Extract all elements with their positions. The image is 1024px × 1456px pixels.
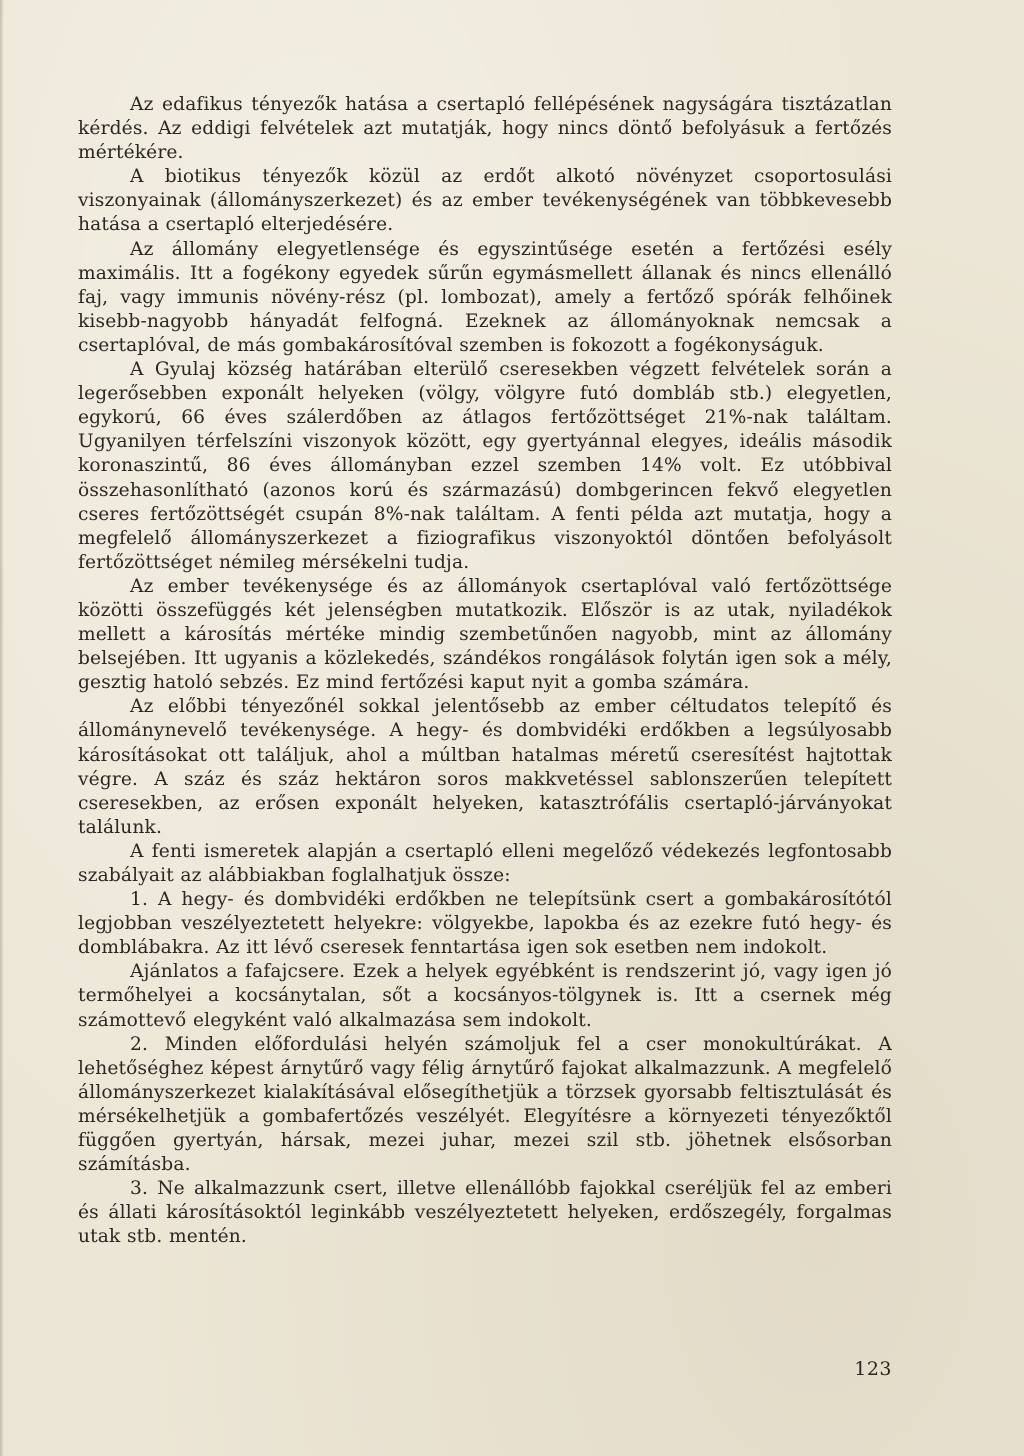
page-number: 123 (854, 1358, 892, 1380)
paragraph-species-change: Ajánlatos a fafajcsere. Ezek a helyek egyébként is rendszerint jó, vagy igen jó termőhelyei a kocsánytalan, sőt a kocsányos-tölgynek is. Itt a csernek még számottevő elegyként való alkalmazása sem indokolt. (78, 961, 892, 1031)
page-edge-shadow (0, 0, 4, 1456)
paragraph-stand-homogeneity: Az állomány elegyetlensége és egyszintűsége esetén a fertőzési esély maximális. Itt a fogékony egyedek sűrűn egymásmellett állanak és nincs ellenálló faj, vagy immunis növény-rész (pl. lombozat), amely a fertőző spórák felhőinek kisebb-nagyobb hányadát felfogná. Ezeknek az állományoknak nemcsak a csertaplóval, de más gombakárosítóval szemben is fokozott a fogékonyságuk. (78, 238, 892, 356)
paragraph-human-activity: Az ember tevékenysége és az állományok csertaplóval való fertőzöttsége közötti összefüggés két jelenségben mutatkozik. Először is az utak, nyiladékok mellett a károsítás mértéke mindig szembetűnően nagyobb, mint az állomány belsejében. Itt ugyanis a közlekedés, szándékos rongálások folytán igen sok a mély, gesztig hatoló sebzés. Ez mind fertőzési kaput nyit a gomba számára. (78, 575, 892, 694)
paragraph-edaphic-factors: Az edafikus tényezők hatása a csertapló fellépésének nagyságára tisztázatlan kérdés. Az eddigi felvételek azt mutatják, hogy nincs döntő befolyásuk a fertőzés mértékére. (78, 94, 892, 164)
paragraph-rule-2: 2. Minden előfordulási helyén számoljuk fel a cser monokultúrákat. A lehetőséghez képest árnytűrő vagy félig árnytűrő fajokat alkalmazzunk. A megfelelő állományszerkezet kialakításával elősegíthetjük a törzsek gyorsabb feltisztulását és mérsékelhetjük a gombafertőzés veszélyét. Elegyítésre a környezeti tényezőktől függően gyertyán, hársak, mezei juhar, mezei szil stb. jöhetnek elsősorban számításba. (78, 1033, 892, 1176)
paragraph-biotic-factors: A biotikus tényezők közül az erdőt alkotó növényzet csoportosulási viszonyainak (állományszerkezet) és az ember tevékenységének van többkevesebb hatása a csertapló elterjedésére. (78, 166, 892, 236)
paragraph-gyulaj-survey: A Gyulaj község határában elterülő cseresekben végzett felvételek során a legerősebben exponált helyeken (völgy, völgyre futó dombláb stb.) elegyetlen, egykorú, 66 éves szálerdőben az átlagos fertőzöttséget 21%-nak találtam. Ugyanilyen térfelszíni viszonyok között, egy gyertyánnal elegyes, ideális második koronaszintű, 86 éves állományban ezzel szemben 14% volt. Ez utóbbival összehasonlítható (azonos korú és származású) dombgerincen fekvő elegyetlen cseres fertőzöttségét csupán 8%-nak találtam. A fenti példa azt mutatja, hogy a megfelelő állományszerkezet a fiziografikus viszonyoktól döntően befolyásolt fertőzöttséget némileg mérsékelni tudja. (78, 359, 892, 573)
paragraph-planting-activity: Az előbbi tényezőnél sokkal jelentősebb az ember céltudatos telepítő és állománynevelő tevékenysége. A hegy- és dombvidéki erdőkben a legsúlyosabb károsításokat ott találjuk, ahol a múltban hatalmas méretű cseresítést hajtottak végre. A száz és száz hektáron soros makkvetéssel sablonszerűen telepített cseresekben, az erősen exponált helyeken, katasztrófális csertapló-járványokat találunk. (78, 696, 892, 838)
paragraph-rule-3: 3. Ne alkalmazzunk csert, illetve ellenállóbb fajokkal cseréljük fel az emberi és állati károsításoktól leginkább veszélyeztetett helyeken, erdőszegély, forgalmas utak stb. mentén. (78, 1178, 892, 1248)
paragraph-rule-1: 1. A hegy- és dombvidéki erdőkben ne telepítsünk csert a gombakárosítótól legjobban veszélyeztetett helyekre: völgyekbe, lapokba és az ezekre futó hegy- és domblábakra. Az itt lévő cseresek fenntartása igen sok esetben nem indokolt. (78, 889, 892, 959)
body-text (78, 93, 892, 1250)
paragraph-prevention-intro: A fenti ismeretek alapján a csertapló elleni megelőző védekezés legfontosabb szabályait az alábbiakban foglalhatjuk össze: (78, 840, 892, 886)
